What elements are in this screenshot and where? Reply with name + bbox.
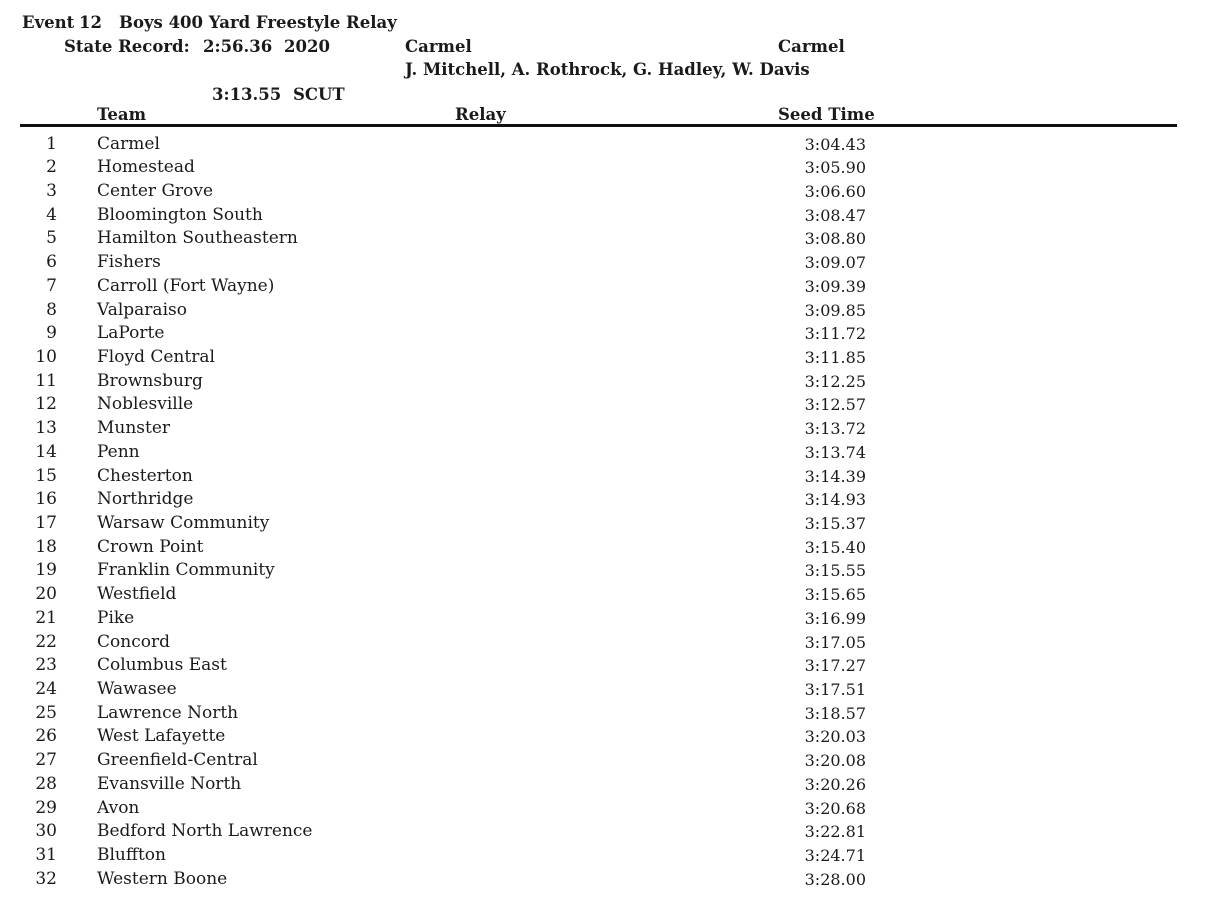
seed-time-cell: 3:20.26 [804,774,866,794]
rank-cell: 8 [46,299,57,320]
rank-cell: 14 [35,441,57,462]
team-cell: Penn [97,441,140,462]
rank-cell: 19 [35,560,57,581]
seed-time-cell: 3:12.57 [804,395,866,415]
rank-cell: 10 [35,346,57,367]
seed-time-cell: 3:11.85 [804,347,866,367]
state-record-swimmers: J. Mitchell, A. Rothrock, G. Hadley, W. Davis [405,60,810,79]
table-row [0,393,1230,417]
team-cell: Greenfield-Central [97,750,258,771]
table-row [0,868,1230,892]
seed-time-cell: 3:06.60 [804,181,866,201]
seed-time-cell: 3:28.00 [804,869,866,889]
table-row [0,631,1230,655]
team-cell: LaPorte [97,323,165,344]
column-header-team: Team [97,105,147,124]
seed-time-cell: 3:17.27 [804,656,866,676]
seed-time-cell: 3:09.39 [804,276,866,296]
seed-time-cell: 3:15.40 [804,537,866,557]
rank-cell: 23 [35,655,57,676]
team-cell: West Lafayette [97,726,226,747]
table-row [0,417,1230,441]
rank-cell: 29 [35,797,57,818]
team-cell: Floyd Central [97,346,215,367]
team-cell: Chesterton [97,465,193,486]
rank-cell: 2 [46,157,57,178]
seed-time-cell: 3:12.25 [804,371,866,391]
seed-time-cell: 3:13.74 [804,442,866,462]
rank-cell: 6 [46,252,57,273]
seed-time-cell: 3:20.08 [804,751,866,771]
rank-cell: 28 [35,773,57,794]
table-row [0,607,1230,631]
seed-time-cell: 3:08.80 [804,229,866,249]
rank-cell: 9 [46,323,57,344]
team-cell: Center Grove [97,180,214,201]
rank-cell: 22 [35,631,57,652]
rank-cell: 3 [46,180,57,201]
team-cell: Munster [97,418,171,439]
seed-time-cell: 3:22.81 [804,822,866,842]
team-cell: Noblesville [97,394,194,415]
seed-time-cell: 3:18.57 [804,703,866,723]
rank-cell: 1 [46,133,57,154]
table-row [0,536,1230,560]
seed-time-cell: 3:11.72 [804,324,866,344]
team-cell: Evansville North [97,773,242,794]
seed-time-cell: 3:15.65 [804,585,866,605]
team-cell: Northridge [97,489,194,510]
team-cell: Bloomington South [97,204,263,225]
rank-cell: 13 [35,418,57,439]
table-row [0,512,1230,536]
seed-time-cell: 3:14.93 [804,490,866,510]
state-record-team: Carmel [405,37,472,56]
column-header-seed-time: Seed Time [778,105,875,124]
table-row [0,275,1230,299]
state-record-team-right: Carmel [778,37,845,56]
table-row [0,844,1230,868]
team-cell: Avon [97,797,140,818]
table-row [0,156,1230,180]
table-row [0,773,1230,797]
seed-time-cell: 3:08.47 [804,205,866,225]
rank-cell: 5 [46,228,57,249]
rank-cell: 15 [35,465,57,486]
state-record-year: 2020 [284,37,330,56]
team-cell: Carmel [97,133,160,154]
table-row [0,820,1230,844]
rank-cell: 24 [35,679,57,700]
seed-time-cell: 3:24.71 [804,846,866,866]
team-cell: Bedford North Lawrence [97,821,313,842]
team-cell: Columbus East [97,655,227,676]
rank-cell: 4 [46,204,57,225]
table-row [0,133,1230,157]
team-cell: Fishers [97,252,161,273]
table-row [0,180,1230,204]
seed-time-cell: 3:15.55 [804,561,866,581]
rank-cell: 11 [35,370,57,391]
qualifying-standard: SCUT [293,85,345,104]
seed-time-cell: 3:05.90 [804,158,866,178]
table-row [0,465,1230,489]
rank-cell: 17 [35,513,57,533]
state-record-label: State Record: [64,37,190,56]
rank-cell: 27 [35,750,57,771]
team-cell: Franklin Community [97,560,275,581]
table-row [0,797,1230,821]
seed-time-cell: 3:09.85 [804,300,866,320]
team-cell: Lawrence North [97,702,239,723]
table-row [0,725,1230,749]
team-cell: Wawasee [97,679,177,700]
table-row [0,227,1230,251]
table-row [0,654,1230,678]
rank-cell: 12 [35,394,57,415]
rank-cell: 18 [35,536,57,557]
header-rule [20,124,1177,127]
rank-cell: 16 [35,489,57,510]
event-number: 12 [79,13,102,32]
seed-time-cell: 3:14.39 [804,466,866,486]
rank-cell: 20 [35,584,57,605]
table-row [0,441,1230,465]
team-cell: Homestead [97,157,195,178]
table-row [0,749,1230,773]
seed-time-cell: 3:04.43 [804,134,866,154]
team-cell: Warsaw Community [97,513,270,533]
seed-time-cell: 3:09.07 [804,253,866,273]
team-cell: Bluffton [97,845,166,866]
table-row [0,702,1230,726]
table-row [0,583,1230,607]
rank-cell: 26 [35,726,57,747]
column-header-relay: Relay [455,105,506,124]
rank-cell: 25 [35,702,57,723]
state-record-time: 2:56.36 [203,37,273,56]
seed-time-cell: 3:13.72 [804,419,866,439]
event-name: Boys 400 Yard Freestyle Relay [119,13,397,32]
table-row [0,299,1230,323]
team-cell: Pike [97,607,135,628]
team-cell: Brownsburg [97,370,203,391]
qualifying-time: 3:13.55 [212,85,282,104]
seed-time-cell: 3:15.37 [804,514,866,533]
table-row [0,559,1230,583]
table-row [0,204,1230,228]
table-row [0,346,1230,370]
table-row [0,370,1230,394]
seed-time-cell: 3:20.03 [804,727,866,747]
team-cell: Valparaiso [97,299,187,320]
team-cell: Western Boone [97,868,228,889]
rank-cell: 32 [35,868,57,889]
seed-time-cell: 3:20.68 [804,798,866,818]
rank-cell: 31 [35,845,57,866]
table-row [0,322,1230,346]
rank-cell: 30 [35,821,57,842]
table-row [0,251,1230,275]
team-list [0,133,1230,892]
team-cell: Westfield [97,584,177,605]
rank-cell: 21 [35,607,57,628]
seed-time-cell: 3:17.51 [804,680,866,700]
seed-time-cell: 3:17.05 [804,632,866,652]
team-cell: Carroll (Fort Wayne) [97,275,275,296]
table-row [0,678,1230,702]
team-cell: Concord [97,631,170,652]
team-cell: Crown Point [97,536,204,557]
event-label: Event [22,13,75,32]
table-row [0,488,1230,512]
rank-cell: 7 [46,275,57,296]
seed-time-cell: 3:16.99 [804,608,866,628]
team-cell: Hamilton Southeastern [97,228,298,249]
